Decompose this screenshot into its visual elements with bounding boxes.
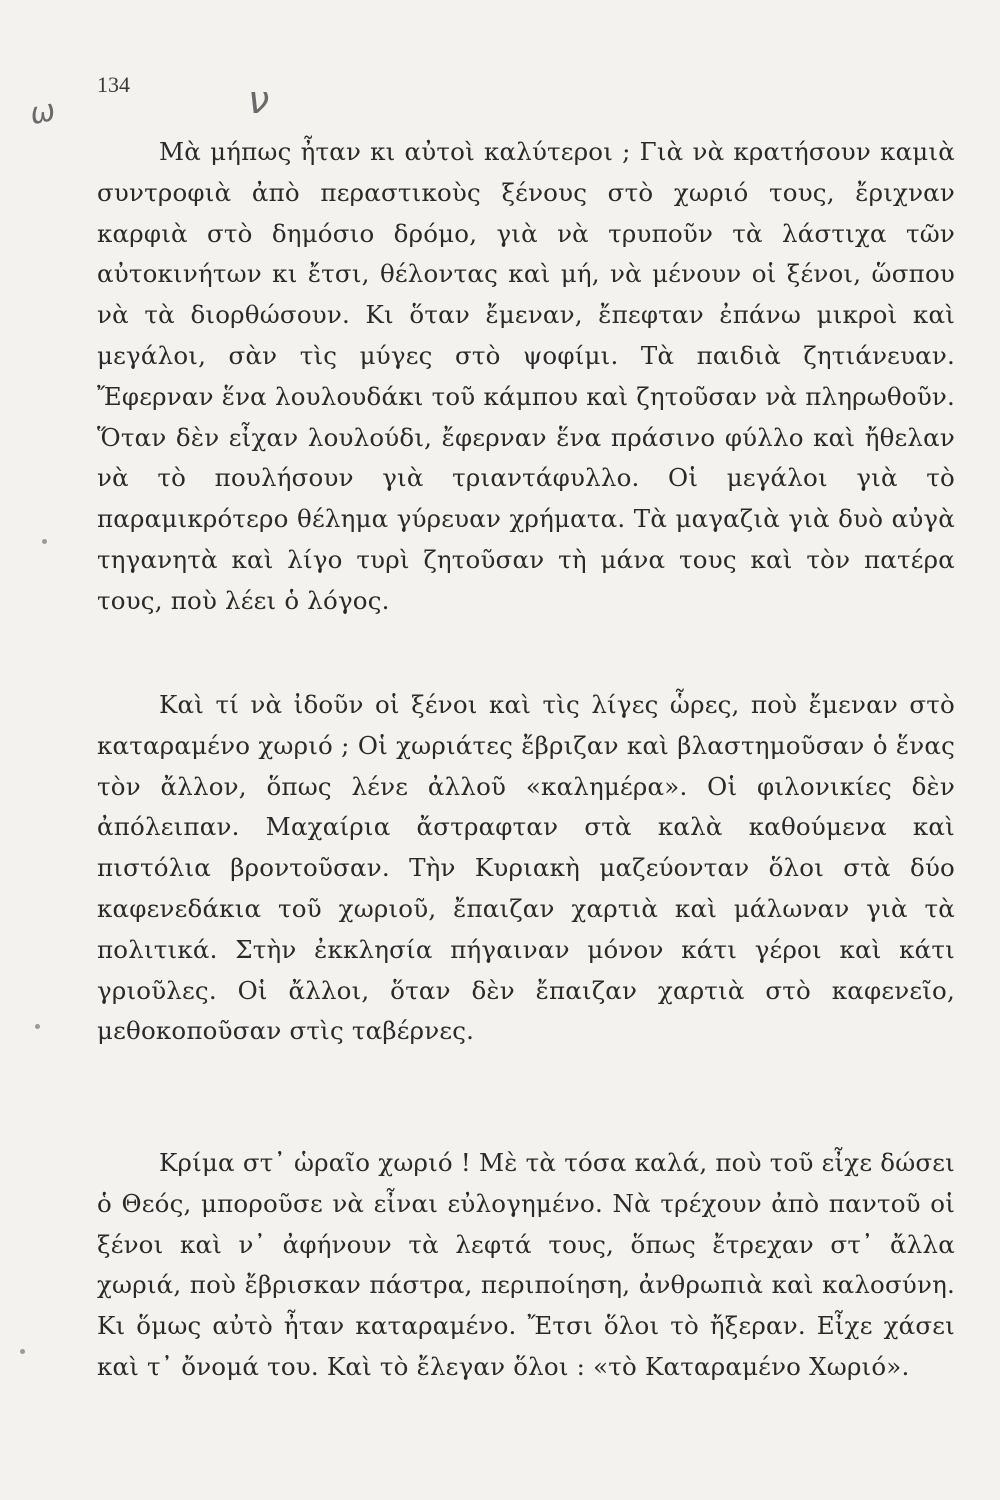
pencil-mark-top: ν — [248, 78, 270, 122]
paragraph-2 — [97, 685, 955, 1052]
paragraph-text: Καὶ τί νὰ ἰδοῦν οἱ ξένοι καὶ τὶς λίγες ὧρες, ποὺ ἔμεναν στὸ καταραμένο χωριό ; Οἱ χωριάτες ἔβριζαν καὶ βλαστημοῦσαν ὁ ἕνας τὸν ἄλλον, ὅπως λένε ἀλλοῦ «καλημέρα». Οἱ φιλονικίες δὲν ἀπόλειπαν. Μαχαίρια ἄστραφταν στὰ καλὰ καθούμενα καὶ πιστόλια βροντοῦσαν. Τὴν Κυριακὴ μαζεύονταν ὅλοι στὰ δύο καφενεδάκια τοῦ χωριοῦ, ἔπαιζαν χαρτιὰ καὶ μάλωναν γιὰ τὰ πολιτικά. Στὴν ἐκκλησία πήγαιναν μόνον κάτι γέροι καὶ κάτι γριοῦλες. Οἱ ἄλλοι, ὅταν δὲν ἔπαιζαν χαρτιὰ στὸ καφενεῖο, μεθοκοποῦσαν στὶς ταβέρνες. — [97, 690, 955, 1046]
margin-dot — [20, 1349, 25, 1354]
paragraph-text: Μὰ μήπως ἦταν κι αὐτοὶ καλύτεροι ; Γιὰ νὰ κρατήσουν καμιὰ συντροφιὰ ἀπὸ περαστικοὺς ξένους στὸ χωριό τους, ἔριχναν καρφιὰ στὸ δημόσιο δρόμο, γιὰ νὰ τρυποῦν τὰ λάστιχα τῶν αὐτοκινήτων κι ἔτσι, θέλοντας καὶ μή, νὰ μένουν οἱ ξένοι, ὥσπου νὰ τὰ διορθώσουν. Κι ὅταν ἔμεναν, ἔπεφταν ἐπάνω μικροὶ καὶ μεγάλοι, σὰν τὶς μύγες στὸ ψοφίμι. Τὰ παιδιὰ ζητιάνευαν. Ἔφερναν ἕνα λουλουδάκι τοῦ κάμπου καὶ ζητοῦσαν νὰ πληρωθοῦν. Ὅταν δὲν εἶχαν λουλούδι, ἔφερναν ἕνα πράσινο φύλλο καὶ ἤθελαν νὰ τὸ πουλήσουν γιὰ τριαντάφυλλο. Οἱ μεγάλοι γιὰ τὸ παραμικρότερο θέλημα γύρευαν χρήματα. Τὰ μαγαζιὰ γιὰ δυὸ αὐγὰ τηγανητὰ καὶ λίγο τυρὶ ζητοῦσαν τὴ μάνα τους καὶ τὸν πατέρα τους, ποὺ λέει ὁ λόγος. — [97, 137, 955, 615]
margin-dot — [35, 1024, 40, 1029]
paragraph-3 — [97, 1143, 955, 1388]
page-number: 134 — [97, 72, 130, 97]
margin-dot — [42, 539, 47, 544]
paragraph-1 — [97, 132, 955, 622]
pencil-mark-left: ω — [26, 92, 59, 133]
paragraph-text: Κρίμα στ᾿ ὡραῖο χωριό ! Μὲ τὰ τόσα καλά, ποὺ τοῦ εἶχε δώσει ὁ Θεός, μποροῦσε νὰ εἶναι εὐλογημένο. Νὰ τρέχουν ἀπὸ παντοῦ οἱ ξένοι καὶ ν᾿ ἀφήνουν τὰ λεφτά τους, ὅπως ἔτρεχαν στ᾿ ἄλλα χωριά, ποὺ ἔβρισκαν πάστρα, περιποίηση, ἀνθρωπιὰ καὶ καλοσύνη. Κι ὅμως αὐτὸ ἦταν καταραμένο. Ἔτσι ὅλοι τὸ ἤξεραν. Εἶχε χάσει καὶ τ᾿ ὄνομά του. Καὶ τὸ ἔλεγαν ὅλοι : «τὸ Καταραμένο Χωριό». — [97, 1148, 955, 1381]
